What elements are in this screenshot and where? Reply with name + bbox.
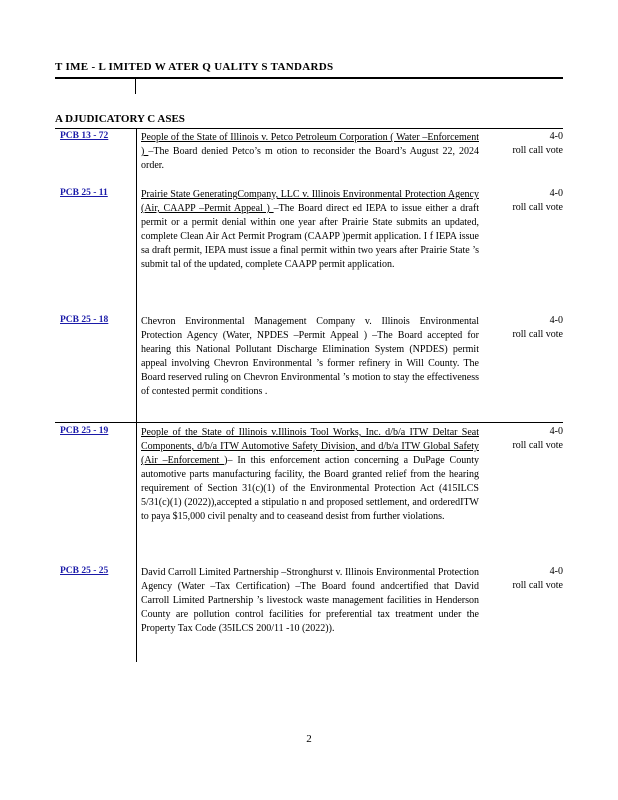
- case-number-link[interactable]: PCB 25 - 25: [60, 566, 109, 576]
- case-row: [55, 315, 563, 415]
- vote-label: roll call vote: [512, 202, 563, 213]
- case-title: People of the State of Illinois v. Petco Petroleum Corporation ( Water –Enforcement ): [141, 132, 479, 157]
- vote-count: 4-0: [549, 131, 563, 142]
- vote-count: 4-0: [549, 188, 563, 199]
- case-body: Chevron Environmental Management Company v. Illinois Environmental Protection Agency (Water, NPDES –Permit Appeal ) –The Board accepted for hearing this National Pollutant Discharge Elimination System (NPDES) permit appeal involving Chevron Environmental ’s former refinery in Will County. The Board reserved ruling on Chevron Environmental ’s motion to stay the effectiveness of contested permit conditions .: [141, 316, 479, 397]
- vote-count: 4-0: [549, 315, 563, 326]
- section-rule: [55, 128, 563, 129]
- case-row: [55, 131, 563, 181]
- vote-label: roll call vote: [512, 145, 563, 156]
- case-body: David Carroll Limited Partnership –Stronghurst v. Illinois Environmental Protection Agency (Water –Tax Certification) –The Board found andcertified that David Carroll Limited Partnership ’s livestock waste management facilities in Henderson County are pollution control facilities for preferential tax treatment under the Property Tax Code (35ILCS 200/11 -10 (2022)).: [141, 567, 479, 634]
- case-title: Prairie State GeneratingCompany, LLC v. Illinois Environmental Protection Agency (Air, CAAPP –Permit Appeal ): [141, 189, 479, 214]
- vote-count: 4-0: [549, 566, 563, 577]
- vote-label: roll call vote: [512, 329, 563, 340]
- page-number: 2: [306, 733, 312, 745]
- case-description: [141, 188, 479, 272]
- case-body: )– In this enforcement action concerning a DuPage County automotive parts manufacturing facility, the Board granted relief from the hearing requirement of Section 31(c)(1) of the Environmental Protection Act (415ILCS 5/31(c)(1) (2022)),accepted a stipulatio n and proposed settlement, and orderedITW to paya $15,000 civil penalty and to ceaseand desist from further violations.: [141, 455, 480, 522]
- vote-label: roll call vote: [512, 440, 563, 451]
- vote-count: 4-0: [549, 426, 563, 437]
- case-description: [141, 426, 479, 524]
- title-rule: [55, 77, 563, 79]
- case-row: [55, 188, 563, 300]
- case-description: [141, 131, 479, 173]
- case-body: –The Board direct ed IEPA to issue either a draft permit or a permit denial within one year after Prairie State submits an updated, complete Clean Air Act Permit Program (CAAPP )permit application. I f IEPA issue sa draft permit, IEPA must issue a final permit within two years after Prairie State ’s submit tal of the updated, complete CAAPP permit application.: [141, 203, 479, 270]
- vote-label: roll call vote: [512, 580, 563, 591]
- case-number-link[interactable]: PCB 25 - 19: [60, 426, 109, 436]
- case-row: [55, 426, 563, 554]
- page-title: T IME - L IMITED W ATER Q UALITY S TANDARDS: [55, 61, 334, 73]
- row-separator: [55, 422, 563, 423]
- case-number-link[interactable]: PCB 25 - 18: [60, 315, 109, 325]
- case-row: [55, 566, 563, 656]
- case-number-link[interactable]: PCB 13 - 72: [60, 131, 109, 141]
- case-number-link[interactable]: PCB 25 - 11: [60, 188, 108, 198]
- case-description: [141, 315, 479, 399]
- case-description: [141, 566, 479, 636]
- case-title: People of the State of Illinois v.Illinois Tool Works, Inc. d/b/a ITW Deltar Seat Components, d/b/a ITW Automotive Safety Division, and d/b/a ITW Global Safety (Air –Enforcement: [141, 427, 479, 466]
- section-heading: A DJUDICATORY C ASES: [55, 113, 185, 125]
- case-body: –The Board denied Petco’s m otion to reconsider the Board’s August 22, 2024 order.: [141, 146, 479, 171]
- title-divider-tick: [135, 79, 136, 94]
